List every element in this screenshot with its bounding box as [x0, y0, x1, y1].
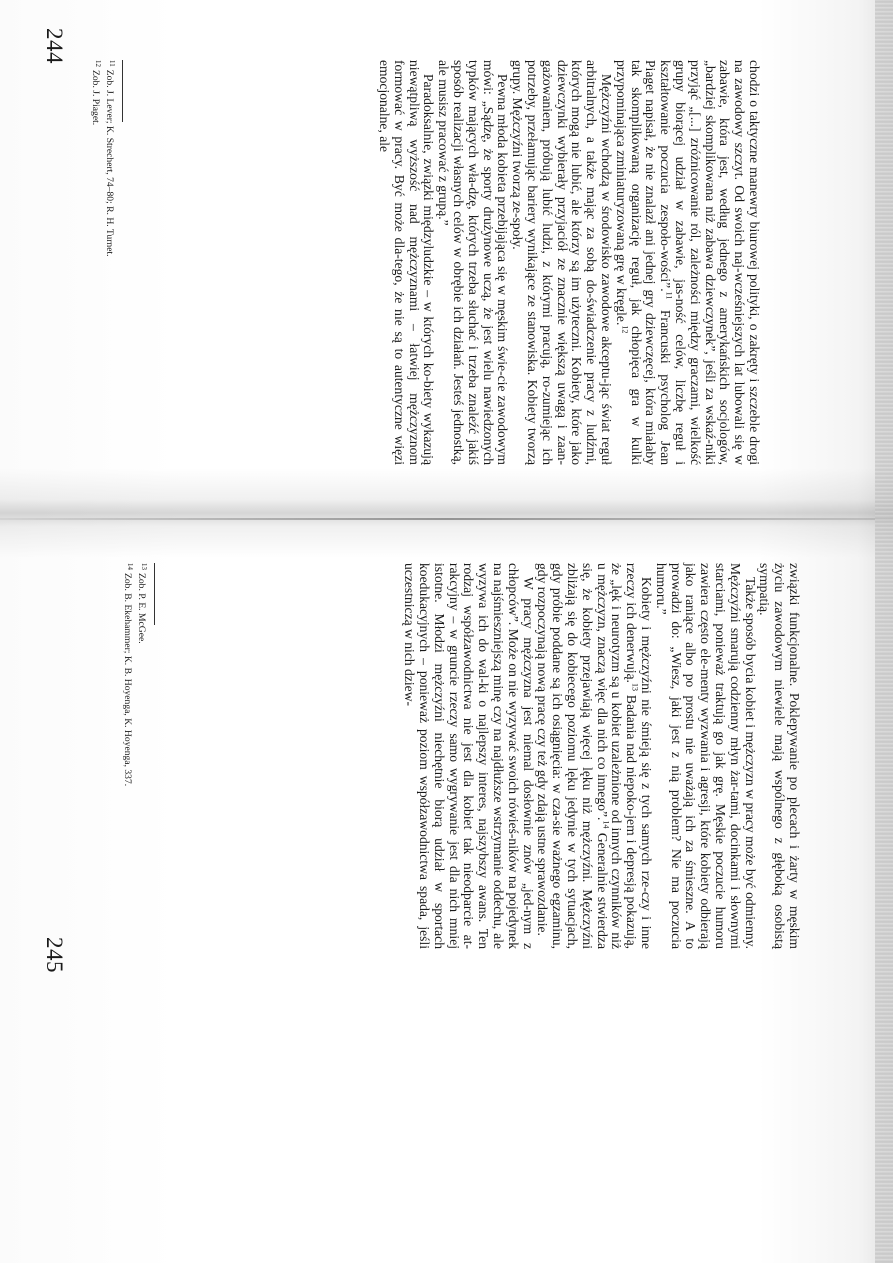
- page-245: [0, 535, 893, 975]
- paragraph: związki funkcjonalne. Poklepywanie po plecach i żarty w męskim życiu zawodowym niewiele mają wspólnego z głęboką osobistą sympatią.: [757, 563, 802, 949]
- page-number: 245: [42, 937, 67, 973]
- page-number: 244: [42, 28, 67, 64]
- footnote: $^{11}$Zob. J. Lever; K. Strechert, 74–80; R. H. Turnet.: [104, 60, 116, 257]
- footnote-ref: 12: [620, 325, 630, 334]
- paragraph: W pracy mężczyzna jest niemal dosłownie znów „jed-nym z chłopców”. Może on nie wyzywać swoich rówieś-ników na pojedynek na najśmieszniejszą minę czy na najdłuższe wstrzymanie oddechu, ale wyzywa ich do wal-ki o najlepszy interes, najszybszy awans. Ten rodzaj współzawodnictwa nie jest dla kobiet tak nieodparcie at-rakcyjny – w gruncie rzeczy samo wygrywanie jest dla nich mniej istotne. Młodzi mężczyźni niechętnie biorą udział w sportach koedukacyjnych – ponieważ poziom współzawodnictwa spada, jeśli uczestniczą w nich dziew-: [402, 563, 536, 949]
- footnote-ref: 13: [630, 682, 640, 691]
- paragraph: Mężczyźni wchodzą w środowisko zawodowe akceptu-jąc świat reguł arbitralnych, a także mając za sobą do-świadczenie pracy z ludźmi, których mogą nie lubić, ale którzy są im użyteczni. Kobiety, które jako dziewczynki wybierały przyjaciół ze znacznie większą uwagą i zaan-gażowaniem, próbują lubić ludzi, z którymi pracują, ro-zumiejąc ich potrzeby, przełamując bariery wynikające ze stanowiska. Kobiety tworzą grupy. Mężczyźni tworzą ze-społy.: [510, 60, 615, 465]
- body-text: [376, 60, 761, 465]
- paragraph: Kobiety i mężczyźni nie śmieją się z tych samych rze-czy i inne rzeczy ich denerwują.$^{13}$ Badania nad niepoko-jem i depresją pokazują, że „lęk i neurotyzm są u kobiet uzależnione od innych czynników niż u mężczyzn, znaczą więc dla nich co innego”.$^{14}$ Generalnie stwierdza się, że kobiety przejawiają więcej lęku niż mężczyźni. Mężczyźni zbliżają się do kobiecego poziomu lęku jedynie w tych sytuacjach, gdy próbie poddane są ich osiągnięcia: w cza-sie ważnego egzaminu, gdy rozpoczynają nową pracę czy też gdy zdają ustne sprawozdanie.: [535, 563, 655, 950]
- footnote: $^{14}$Zob. B. Ekehammer; K. B. Hoyenga, K. Hoyenga, 337.: [122, 563, 135, 787]
- footnotes: [90, 60, 123, 465]
- footnote: $^{13}$Zob. P. E. McGee.: [136, 563, 148, 644]
- footnotes: [122, 563, 155, 949]
- footnote-rule: [122, 60, 123, 122]
- paragraph: Paradoksalnie, związki międzyludzkie – w których ko-biety wykazują niewątpliwą wyższość nad mężczyznami – łatwiej mężczyznom formować w pracy. Być może dla-tego, że nie są to autentyczne więzi emocjonalne, ale: [377, 60, 437, 465]
- book-gutter-fold: [0, 518, 893, 520]
- footnote-ref: 14: [601, 820, 611, 829]
- footnote: $^{12}$Zob. J. Piaget.: [90, 60, 103, 126]
- paragraph: chodzi o taktyczne manewry biurowej polityki, o zakręty i szczeble drogi na zawodowy szczyt. Od swoich naj-wcześniejszych lat lubowali się w zabawie, która jest, według jednego z amerykańskich socjologów, „bardziej skomplikowana niż zabawa dziewczynek”, jeśli za wskaź-niki przyjąć „[...] zróżnicowanie ról, zależności między graczami, wielkość grupy biorącej udział w zabawie, jas-ność celów, liczbę reguł i kształtowanie poczucia zespoło-wości”.$^{11}$ Francuski psycholog Jean Piaget napisał, że nie znalazł ani jednej gry dziewczęcej, która miałaby tak skomplikowaną organizację reguł, jak chłopięca gra w kulki przypominająca zminiaturyzowaną grę w kręgle.$^{12}$: [613, 60, 762, 465]
- footnote-rule: [154, 563, 155, 625]
- body-text: [401, 563, 801, 949]
- paragraph: Pewna młoda kobieta przebijająca się w męskim świe-cie zawodowym mówi: „Sądzę, że sporty drużynowe uczą, że jest wielu nawiedzonych typków mających wła-dzę, których trzeba słuchać i trzeba znaleźć jakiś sposób realizacji własnych celów w obrębie ich działań. Jesteś jednostką, ale musisz pracować z grupą.”: [436, 60, 511, 465]
- page-244: [0, 0, 893, 470]
- paragraph: Także sposób bycia kobiet i mężczyzn w pracy może być odmienny. Mężczyźni smarują codzienny młyn żar-tami, docinkami i słownymi starciami, ponieważ traktują go jak grę. Męskie poczucie humoru zawiera często ele-menty wyzwania i agresji, które kobiety odbierają jako raniące albo po prostu nie uważają ich za śmieszne. A to prowadzi do: „Wiesz, jaki jest z nią problem? Nie ma poczucia humoru.”: [653, 563, 758, 949]
- footnote-ref: 11: [664, 291, 674, 300]
